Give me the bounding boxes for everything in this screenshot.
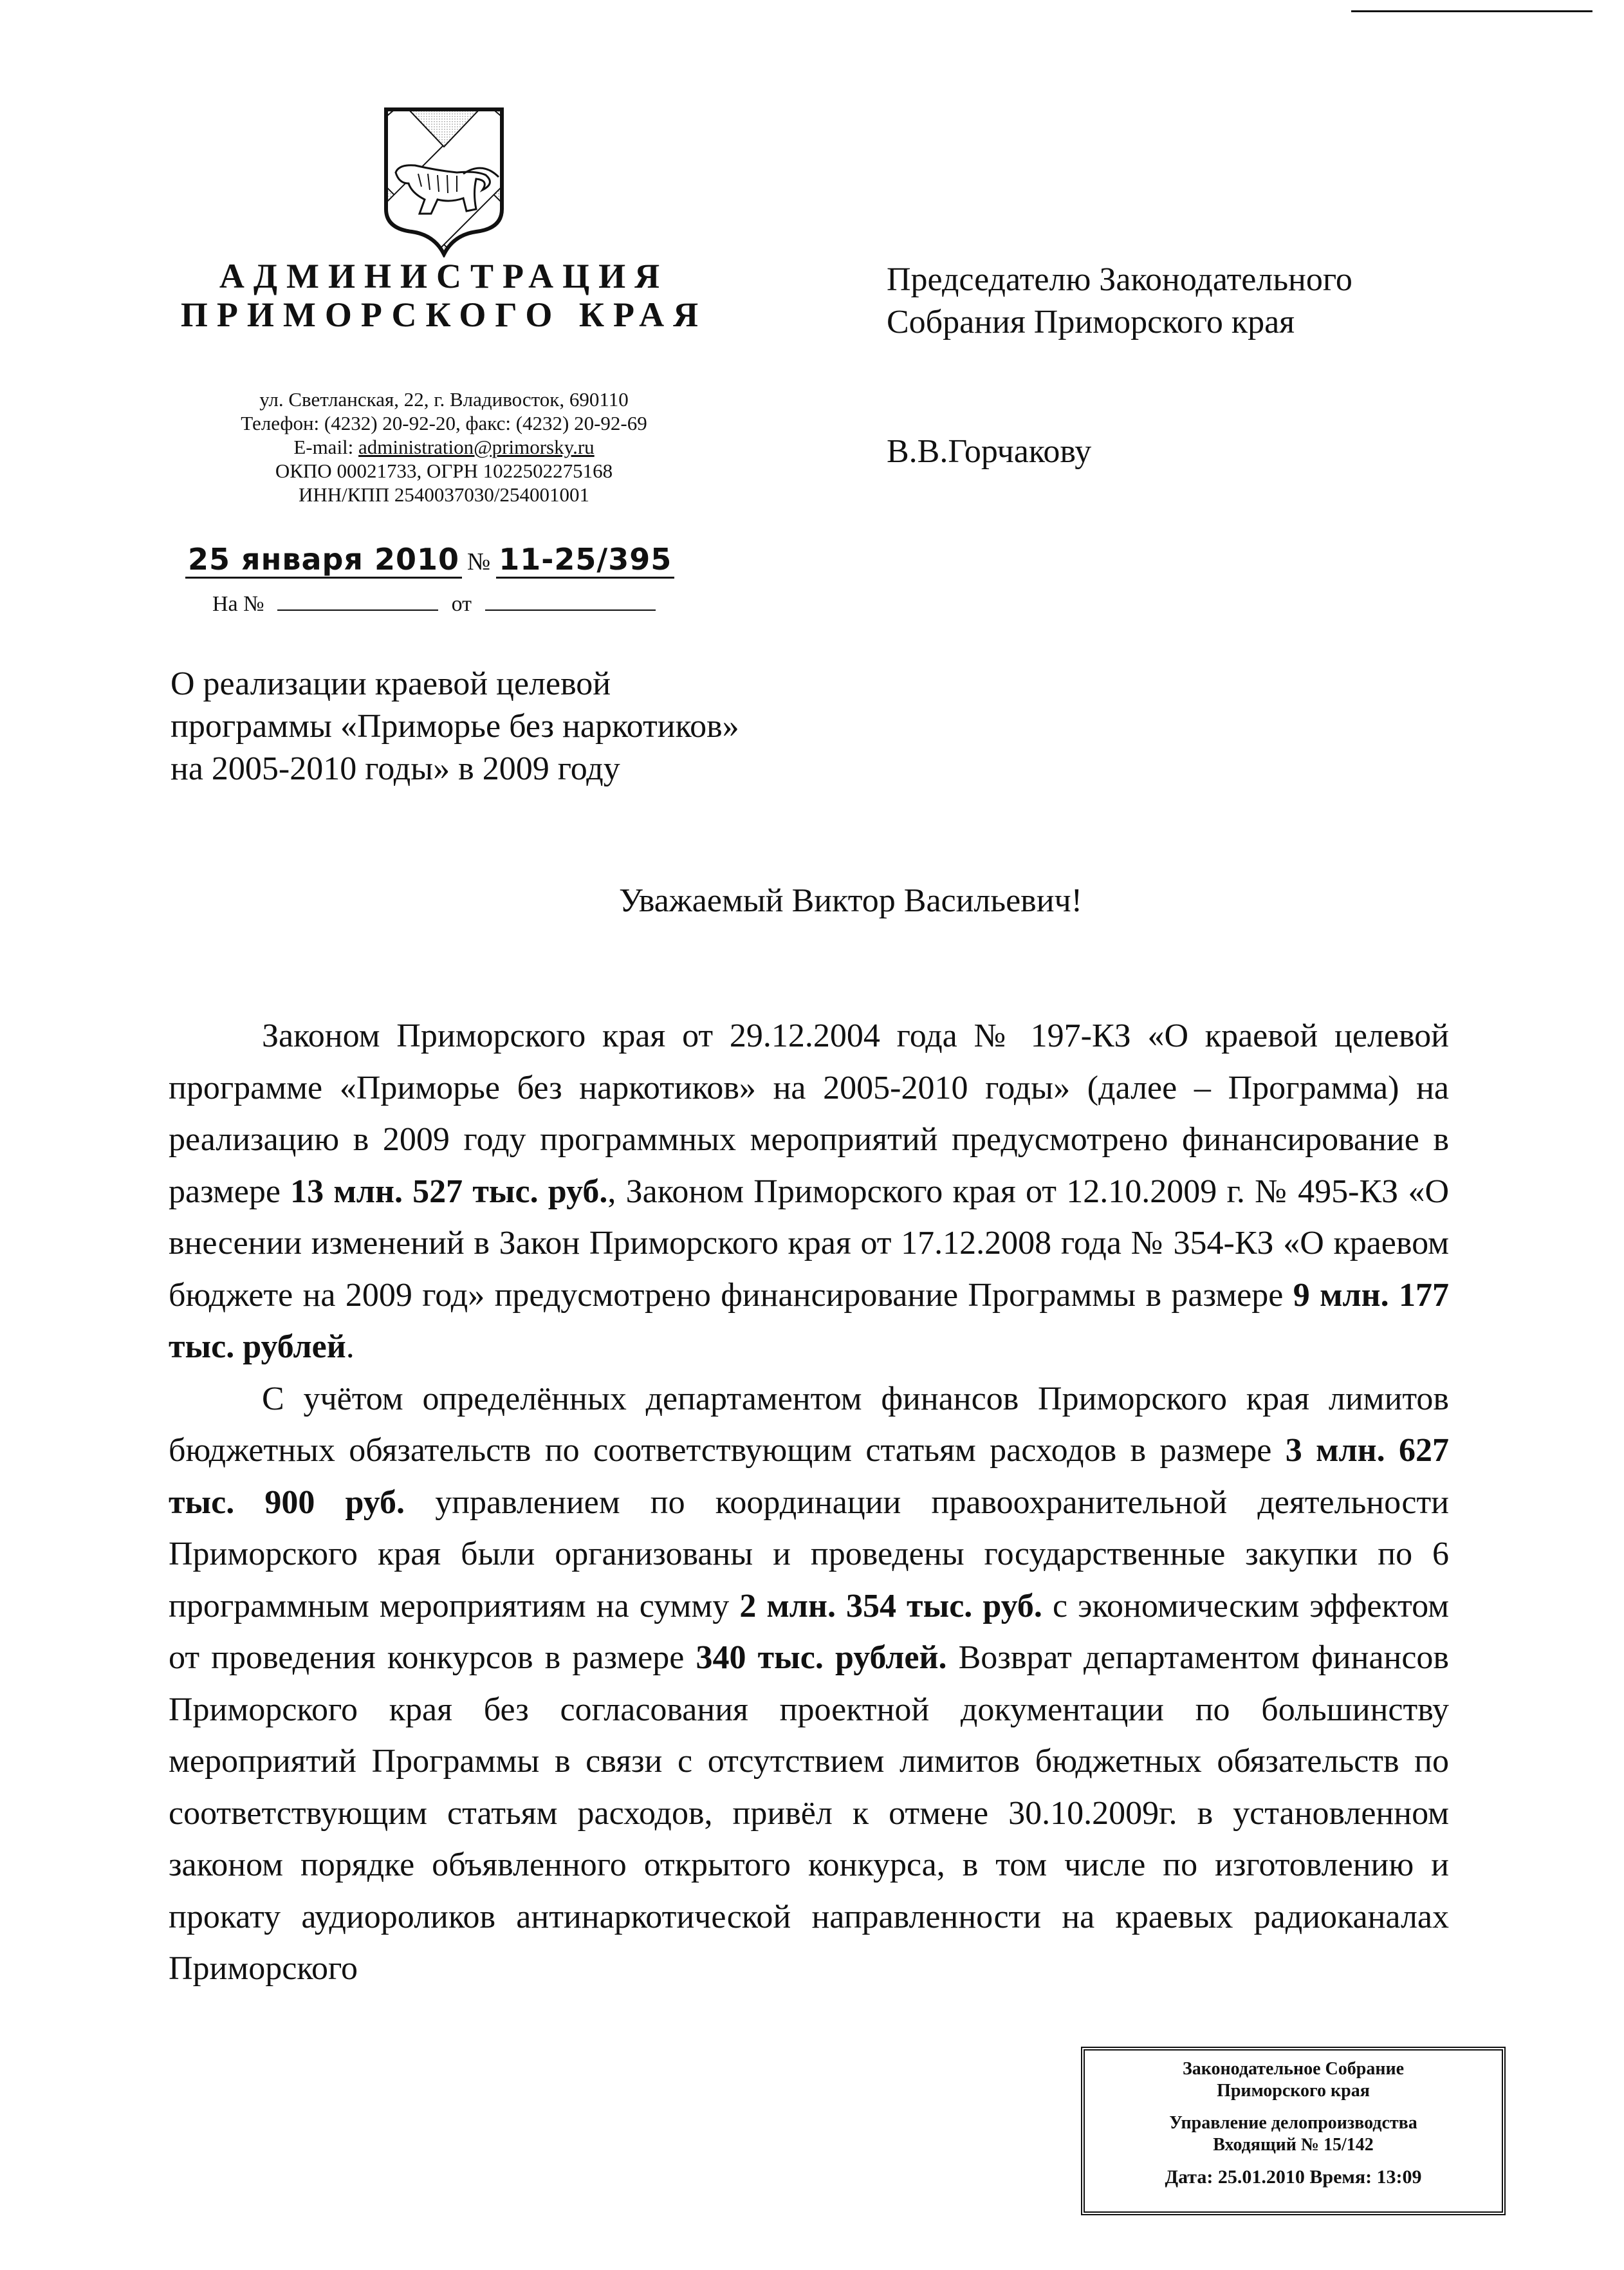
text-run: . xyxy=(346,1328,355,1365)
registration-number: 11-25/395 xyxy=(496,542,674,579)
number-sign: № xyxy=(467,548,492,575)
subject-line1: О реализации краевой целевой xyxy=(171,665,611,702)
text-run: Возврат департаментом финансов Приморского края без согласования проектной документации по большинству мероприятий Программы в связи с отсутствием лимитов бюджетных обязательств по соответствующим статьям расходов, привёл к отмене 30.10.2009г. в установленном законом порядке объявленного открытого конкурса, в том числе по изготовлению и прокату аудиороликов антинаркотической направленности на краевых радиоканалах Приморского xyxy=(169,1639,1449,1987)
registration-line xyxy=(185,542,674,577)
text-run: С учётом определённых департаментом финансов Приморского края лимитов бюджетных обязательств по соответствующим статьям расходов в размере xyxy=(169,1380,1449,1469)
text-run: с экономическим эффектом от проведения конкурсов в размере xyxy=(169,1587,1449,1676)
reply-from-label: от xyxy=(451,592,472,616)
stamp-department: Управление делопроизводства xyxy=(1169,2113,1417,2133)
subject-line3: на 2005-2010 годы» в 2009 году xyxy=(171,750,620,787)
stamp-date-time: Дата: 25.01.2010 Время: 13:09 xyxy=(1165,2166,1422,2188)
stamp-org-line2: Приморского края xyxy=(1217,2081,1370,2101)
reply-number-label: На № xyxy=(212,592,264,616)
org-inn: ИНН/КПП 2540037030/254001001 xyxy=(298,483,590,506)
salutation: Уважаемый Виктор Васильевич! xyxy=(618,882,1083,919)
recipient-line2: Собрания Приморского края xyxy=(887,304,1295,340)
registration-date: 25 января 2010 xyxy=(185,542,462,579)
letter-body xyxy=(169,1010,1449,1995)
email-link[interactable]: administration@primorsky.ru xyxy=(358,436,595,458)
amount-highlight: 2 млн. 354 тыс. руб. xyxy=(739,1587,1042,1624)
letter-subject xyxy=(171,663,739,790)
recipient-title xyxy=(887,259,1352,344)
incoming-registration-stamp xyxy=(1081,2047,1506,2215)
amount-highlight: 9 млн. 177 тыс. рублей xyxy=(169,1276,1449,1365)
amount-highlight: 13 млн. 527 тыс. руб. xyxy=(290,1173,608,1210)
text-run: , Законом Приморского края от 12.10.2009 г. № 495-КЗ «О внесении изменений в Закон Приморского края от 17.12.2008 года № 354-КЗ «О краевом бюджете на 2009 год» предусмотрено финансирование Программы в размере xyxy=(169,1173,1449,1314)
reply-reference-line xyxy=(212,592,656,617)
org-name-line2: ПРИМОРСКОГО КРАЯ xyxy=(180,295,708,334)
amount-highlight: 340 тыс. рублей. xyxy=(696,1639,947,1676)
recipient-line1: Председателю Законодательного xyxy=(887,261,1352,298)
subject-line2: программы «Приморье без наркотиков» xyxy=(171,708,739,745)
org-phone: Телефон: (4232) 20-92-20, факс: (4232) 20-92-69 xyxy=(241,412,647,434)
org-okpo: ОКПО 00021733, ОГРН 1022502275168 xyxy=(275,460,613,482)
recipient-name: В.В.Горчакову xyxy=(887,433,1092,470)
coat-of-arms-tiger-icon xyxy=(380,103,508,257)
text-run: управлением по координации правоохранительной деятельности Приморского края были организованы и проведены государственные закупки по 6 программным мероприятиям на сумму xyxy=(169,1484,1449,1624)
body-paragraph-2 xyxy=(169,1373,1449,1995)
org-contact-block xyxy=(148,387,740,507)
text-run: Законом Приморского края от 29.12.2004 года № 197-КЗ «О краевой целевой программе «Приморье без наркотиков» на 2005-2010 годы» (далее – Программа) на реализацию в 2009 году программных мероприятий предусмотрено финансирование в размере xyxy=(169,1018,1449,1210)
org-name-line1: АДМИНИСТРАЦИЯ xyxy=(219,257,669,295)
reply-number-blank xyxy=(277,607,438,611)
amount-highlight: 3 млн. 627 тыс. 900 руб. xyxy=(169,1432,1449,1521)
email-label: E-mail: xyxy=(293,436,359,458)
reply-date-blank xyxy=(485,607,656,611)
stamp-org-line1: Законодательное Собрание xyxy=(1182,2059,1405,2079)
org-email-row xyxy=(148,435,740,459)
org-address: ул. Светланская, 22, г. Владивосток, 690110 xyxy=(259,388,629,411)
body-paragraph-1 xyxy=(169,1010,1449,1373)
scan-edge-line xyxy=(1351,10,1592,12)
stamp-incoming-number: Входящий № 15/142 xyxy=(1213,2135,1374,2155)
